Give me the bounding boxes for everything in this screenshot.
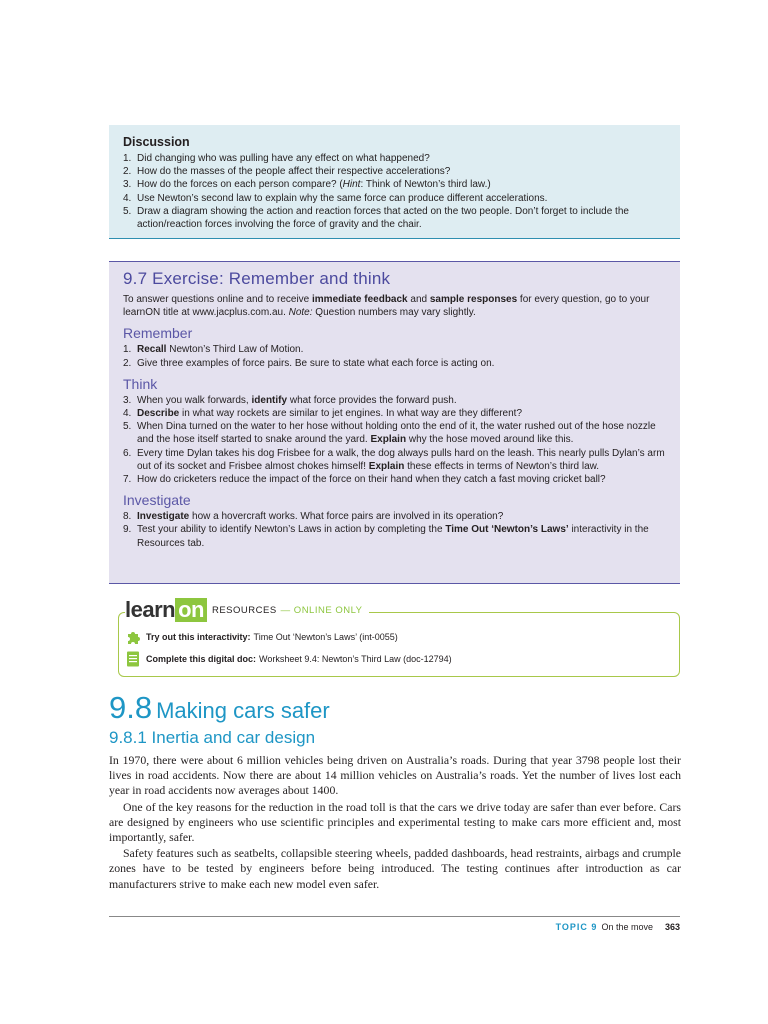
italic-term: Hint bbox=[342, 179, 361, 191]
text-run: Test your ability to identify Newton’s Laws in action by completing the bbox=[137, 524, 446, 536]
list-item bbox=[123, 343, 666, 356]
investigate-list bbox=[123, 510, 666, 550]
text-run: When Dina turned on the water to her hose without holding onto the end of it, the water rushed out of the hose nozzle and the hose itself started to snake around the yard. bbox=[137, 421, 656, 446]
list-item bbox=[123, 510, 666, 523]
text-run: To answer questions online and to receive bbox=[123, 294, 313, 305]
item-number: 3. bbox=[123, 394, 132, 406]
page-number: 363 bbox=[664, 922, 680, 932]
list-item bbox=[123, 192, 666, 205]
remember-list bbox=[123, 343, 666, 369]
discussion-list bbox=[123, 152, 666, 231]
bold-term: Time Out ‘Newton’s Laws’ bbox=[445, 524, 569, 536]
item-number: 8. bbox=[123, 511, 132, 523]
bold-term: Investigate bbox=[137, 511, 190, 523]
doc-text[interactable]: Worksheet 9.4: Newton’s Third Law (doc-12794) bbox=[259, 654, 452, 664]
text-run: for every question, go to your learnON title at www.jacplus.com.au. bbox=[123, 294, 650, 319]
list-item bbox=[123, 407, 666, 420]
text-run: How do cricketers reduce the impact of the force on their hand when they catch a fast moving cricket ball? bbox=[137, 474, 606, 486]
list-item bbox=[123, 178, 666, 191]
exercise-intro bbox=[123, 293, 666, 319]
footer-topic-name: On the move bbox=[601, 922, 653, 932]
discussion-heading: Discussion bbox=[123, 135, 190, 149]
text-run: Give three examples of force pairs. Be sure to state what each force is acting on. bbox=[137, 357, 495, 369]
remember-heading: Remember bbox=[123, 325, 193, 342]
text-run: Question numbers may vary slightly. bbox=[312, 307, 476, 319]
text-run: How do the forces on each person compare? ( bbox=[137, 179, 343, 191]
text-run: what force provides the forward push. bbox=[287, 394, 457, 406]
item-number: 6. bbox=[123, 447, 132, 459]
bold-term: Recall bbox=[137, 344, 167, 356]
text-run: these effects in terms of Newton’s third law. bbox=[404, 460, 600, 472]
bold-term: Explain bbox=[368, 460, 405, 472]
bold-term: sample responses bbox=[429, 294, 518, 305]
text-run: Newton’s Third Law of Motion. bbox=[166, 344, 304, 356]
resources-title: RESOURCES bbox=[211, 604, 277, 616]
interactivity-text[interactable]: Time Out ‘Newton’s Laws’ (int-0055) bbox=[253, 632, 398, 642]
paragraph: In 1970, there were about 6 million vehicles being driven on Australia’s roads. During that year 3798 people lost their lives in road accidents. Now there are about 14 million vehicles on Australia’s roads. Yet the number of lives lost each year in road accidents now averages about 1400. bbox=[109, 753, 681, 798]
list-item bbox=[123, 152, 666, 165]
bold-term: Explain bbox=[370, 434, 407, 446]
text-run: and bbox=[407, 294, 430, 305]
exercise-box bbox=[109, 261, 680, 584]
text-run: How do the masses of the people affect their respective accelerations? bbox=[137, 166, 451, 178]
text-run: in what way rockets are similar to jet engines. In what way are they different? bbox=[179, 408, 523, 420]
text-run: how a hovercraft works. What force pairs are involved in its operation? bbox=[189, 511, 504, 523]
text-run: : Think of Newton’s third law.) bbox=[360, 179, 491, 191]
text-run: why the hose moved around like this. bbox=[406, 434, 574, 446]
item-number: 1. bbox=[123, 344, 132, 356]
bold-term: Describe bbox=[137, 408, 180, 420]
document-icon bbox=[126, 651, 140, 667]
item-number: 4. bbox=[123, 192, 132, 204]
paragraph: One of the key reasons for the reduction in the road toll is that the cars we drive today are safer than ever before. Cars are designed by engineers who use scientific principles and experimental testing to make cars more efficient and, most importantly, safer. bbox=[109, 799, 681, 845]
learnon-logo-on: on bbox=[175, 598, 207, 622]
digital-doc-link[interactable] bbox=[126, 651, 452, 667]
list-item bbox=[123, 420, 666, 446]
footer-rule bbox=[109, 916, 680, 917]
think-list bbox=[123, 394, 666, 486]
subsection-heading: 9.8.1 Inertia and car design bbox=[109, 728, 316, 747]
text-run: Use Newton’s second law to explain why the same force can produce different accelerations. bbox=[137, 192, 548, 204]
bold-term: immediate feedback bbox=[312, 294, 408, 305]
item-number: 2. bbox=[123, 357, 132, 369]
item-number: 5. bbox=[123, 421, 132, 433]
learnon-logo-learn: learn bbox=[125, 597, 176, 622]
item-number: 1. bbox=[123, 153, 132, 164]
discussion-box bbox=[109, 125, 680, 239]
item-number: 4. bbox=[123, 408, 132, 420]
italic-term: Note: bbox=[288, 307, 313, 319]
text-run: interactivity in the Resources tab. bbox=[137, 524, 649, 549]
list-item bbox=[123, 165, 666, 178]
item-number: 9. bbox=[123, 524, 132, 536]
section-title: Making cars safer bbox=[156, 698, 330, 723]
list-item bbox=[123, 473, 666, 486]
think-heading: Think bbox=[123, 375, 158, 392]
doc-label: Complete this digital doc: bbox=[146, 654, 257, 664]
item-number: 7. bbox=[123, 474, 132, 486]
item-number: 2. bbox=[123, 166, 132, 178]
item-number: 5. bbox=[123, 205, 132, 217]
paragraph: Safety features such as seatbelts, collapsible steering wheels, padded dashboards, head restraints, airbags and crumple zones have to be tested by engineers before being introduced. The testing continues after introduction as car manufacturers strive to make each new model even safer. bbox=[109, 846, 681, 891]
item-number: 3. bbox=[123, 179, 132, 191]
exercise-title: 9.7 Exercise: Remember and think bbox=[123, 269, 391, 288]
list-item bbox=[123, 357, 666, 370]
list-item bbox=[123, 447, 666, 473]
interactivity-link[interactable] bbox=[126, 629, 398, 645]
section-heading bbox=[109, 690, 330, 726]
footer-topic: TOPIC 9 bbox=[555, 922, 598, 932]
list-item bbox=[123, 394, 666, 407]
text-run: Every time Dylan takes his dog Frisbee for a walk, the dog always pulls hard on the leash. This nearly pulls Dylan’s arm out of its socket and Frisbee almost chokes himself! bbox=[137, 447, 665, 472]
resources-subtitle: — ONLINE ONLY bbox=[280, 604, 363, 616]
section-number: 9.8 bbox=[109, 690, 153, 725]
text-run: Draw a diagram showing the action and reaction forces that acted on the two people. Don’t forget to include the action/reaction forces involving the force of gravity and the chair. bbox=[137, 205, 629, 231]
investigate-heading: Investigate bbox=[123, 492, 191, 509]
text-run: Did changing who was pulling have any effect on what happened? bbox=[137, 153, 430, 164]
list-item bbox=[123, 205, 666, 231]
page-footer bbox=[556, 922, 680, 932]
puzzle-icon bbox=[126, 629, 140, 645]
text-run: When you walk forwards, bbox=[137, 394, 252, 406]
learnon-logo bbox=[125, 598, 369, 622]
list-item bbox=[123, 523, 666, 549]
interactivity-label: Try out this interactivity: bbox=[146, 632, 251, 642]
bold-term: identify bbox=[251, 394, 288, 406]
body-text bbox=[109, 753, 681, 893]
